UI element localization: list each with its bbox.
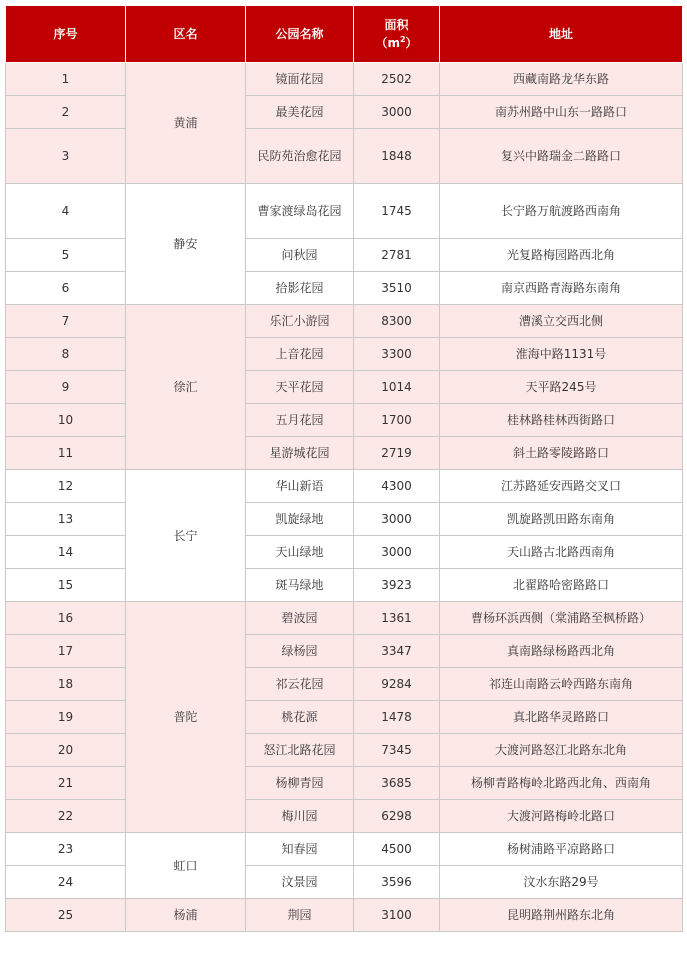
table-row bbox=[6, 63, 683, 96]
cell-seq: 20 bbox=[6, 734, 126, 767]
table-header-row bbox=[6, 6, 683, 63]
header-district: 区名 bbox=[126, 6, 246, 63]
cell-area: 3685 bbox=[354, 767, 440, 800]
cell-seq: 18 bbox=[6, 668, 126, 701]
cell-park: 乐汇小游园 bbox=[246, 305, 354, 338]
cell-area: 3100 bbox=[354, 899, 440, 932]
cell-park: 碧波园 bbox=[246, 602, 354, 635]
header-area-sup: 2 bbox=[399, 35, 406, 44]
cell-address: 漕溪立交西北侧 bbox=[440, 305, 683, 338]
cell-park: 上音花园 bbox=[246, 338, 354, 371]
cell-address: 大渡河路梅岭北路口 bbox=[440, 800, 683, 833]
cell-address: 杨树浦路平凉路路口 bbox=[440, 833, 683, 866]
table-row bbox=[6, 404, 683, 437]
cell-seq: 16 bbox=[6, 602, 126, 635]
cell-area: 1745 bbox=[354, 184, 440, 239]
table-row bbox=[6, 371, 683, 404]
cell-address: 天山路古北路西南角 bbox=[440, 536, 683, 569]
cell-park: 天平花园 bbox=[246, 371, 354, 404]
table-row bbox=[6, 866, 683, 899]
cell-seq: 6 bbox=[6, 272, 126, 305]
cell-seq: 17 bbox=[6, 635, 126, 668]
cell-park: 星游城花园 bbox=[246, 437, 354, 470]
cell-park: 祁云花园 bbox=[246, 668, 354, 701]
cell-seq: 25 bbox=[6, 899, 126, 932]
table-row bbox=[6, 272, 683, 305]
table-row bbox=[6, 503, 683, 536]
cell-area: 3510 bbox=[354, 272, 440, 305]
cell-park: 怒江北路花园 bbox=[246, 734, 354, 767]
cell-address: 凯旋路凯田路东南角 bbox=[440, 503, 683, 536]
table-row bbox=[6, 767, 683, 800]
cell-seq: 23 bbox=[6, 833, 126, 866]
cell-address: 杨柳青路梅岭北路西北角、西南角 bbox=[440, 767, 683, 800]
table-row bbox=[6, 569, 683, 602]
cell-park: 杨柳青园 bbox=[246, 767, 354, 800]
cell-address: 江苏路延安西路交叉口 bbox=[440, 470, 683, 503]
cell-address: 天平路245号 bbox=[440, 371, 683, 404]
table-row bbox=[6, 536, 683, 569]
cell-area: 3596 bbox=[354, 866, 440, 899]
cell-area: 3347 bbox=[354, 635, 440, 668]
cell-area: 6298 bbox=[354, 800, 440, 833]
cell-address: 昆明路荆州路东北角 bbox=[440, 899, 683, 932]
cell-address: 淮海中路1131号 bbox=[440, 338, 683, 371]
cell-seq: 14 bbox=[6, 536, 126, 569]
table-row bbox=[6, 305, 683, 338]
cell-park: 五月花园 bbox=[246, 404, 354, 437]
table-row bbox=[6, 239, 683, 272]
cell-park: 荆园 bbox=[246, 899, 354, 932]
header-address: 地址 bbox=[440, 6, 683, 63]
cell-address: 汶水东路29号 bbox=[440, 866, 683, 899]
cell-park: 汶景园 bbox=[246, 866, 354, 899]
cell-seq: 7 bbox=[6, 305, 126, 338]
table-row bbox=[6, 800, 683, 833]
table-row bbox=[6, 833, 683, 866]
cell-address: 真北路华灵路路口 bbox=[440, 701, 683, 734]
header-area-line2-post: ） bbox=[405, 36, 418, 50]
cell-address: 祁连山南路云岭西路东南角 bbox=[440, 668, 683, 701]
cell-area: 2502 bbox=[354, 63, 440, 96]
cell-area: 1478 bbox=[354, 701, 440, 734]
cell-area: 3000 bbox=[354, 536, 440, 569]
parks-table bbox=[5, 5, 683, 932]
cell-seq: 13 bbox=[6, 503, 126, 536]
cell-park: 绿杨园 bbox=[246, 635, 354, 668]
cell-park: 斑马绿地 bbox=[246, 569, 354, 602]
cell-area: 3000 bbox=[354, 503, 440, 536]
table-row bbox=[6, 734, 683, 767]
cell-district: 普陀 bbox=[126, 602, 246, 833]
cell-address: 曹杨环浜西侧（棠浦路至枫桥路） bbox=[440, 602, 683, 635]
cell-park: 问秋园 bbox=[246, 239, 354, 272]
cell-address: 南京西路青海路东南角 bbox=[440, 272, 683, 305]
cell-park: 华山新语 bbox=[246, 470, 354, 503]
cell-address: 西藏南路龙华东路 bbox=[440, 63, 683, 96]
cell-park: 梅川园 bbox=[246, 800, 354, 833]
cell-area: 3000 bbox=[354, 96, 440, 129]
table-row bbox=[6, 129, 683, 184]
table-row bbox=[6, 701, 683, 734]
cell-park: 桃花源 bbox=[246, 701, 354, 734]
cell-area: 2719 bbox=[354, 437, 440, 470]
header-area-line1: 面积 bbox=[384, 18, 409, 32]
table-row bbox=[6, 470, 683, 503]
cell-area: 3923 bbox=[354, 569, 440, 602]
cell-address: 桂林路桂林西街路口 bbox=[440, 404, 683, 437]
cell-address: 南苏州路中山东一路路口 bbox=[440, 96, 683, 129]
cell-area: 8300 bbox=[354, 305, 440, 338]
table-row bbox=[6, 899, 683, 932]
table-row bbox=[6, 602, 683, 635]
table-body bbox=[6, 63, 683, 932]
cell-park: 拾影花园 bbox=[246, 272, 354, 305]
cell-seq: 22 bbox=[6, 800, 126, 833]
cell-area: 9284 bbox=[354, 668, 440, 701]
table-row bbox=[6, 184, 683, 239]
cell-park: 知春园 bbox=[246, 833, 354, 866]
cell-area: 2781 bbox=[354, 239, 440, 272]
cell-address: 真南路绿杨路西北角 bbox=[440, 635, 683, 668]
cell-park: 曹家渡绿岛花园 bbox=[246, 184, 354, 239]
cell-seq: 19 bbox=[6, 701, 126, 734]
cell-district: 长宁 bbox=[126, 470, 246, 602]
header-area bbox=[354, 6, 440, 63]
cell-area: 3300 bbox=[354, 338, 440, 371]
cell-park: 民防苑治愈花园 bbox=[246, 129, 354, 184]
cell-area: 4300 bbox=[354, 470, 440, 503]
cell-district: 静安 bbox=[126, 184, 246, 305]
cell-district: 杨浦 bbox=[126, 899, 246, 932]
cell-area: 1014 bbox=[354, 371, 440, 404]
table-row bbox=[6, 437, 683, 470]
cell-address: 北翟路哈密路路口 bbox=[440, 569, 683, 602]
cell-seq: 2 bbox=[6, 96, 126, 129]
cell-district: 虹口 bbox=[126, 833, 246, 899]
cell-seq: 1 bbox=[6, 63, 126, 96]
cell-area: 1700 bbox=[354, 404, 440, 437]
table-row bbox=[6, 96, 683, 129]
cell-address: 大渡河路怒江北路东北角 bbox=[440, 734, 683, 767]
cell-district: 徐汇 bbox=[126, 305, 246, 470]
cell-address: 复兴中路瑞金二路路口 bbox=[440, 129, 683, 184]
table-row bbox=[6, 338, 683, 371]
cell-seq: 5 bbox=[6, 239, 126, 272]
header-area-line2-pre: （m bbox=[375, 36, 400, 50]
cell-address: 光复路梅园路西北角 bbox=[440, 239, 683, 272]
cell-seq: 12 bbox=[6, 470, 126, 503]
cell-address: 长宁路万航渡路西南角 bbox=[440, 184, 683, 239]
cell-address: 斜土路零陵路路口 bbox=[440, 437, 683, 470]
table-row bbox=[6, 668, 683, 701]
cell-seq: 11 bbox=[6, 437, 126, 470]
cell-district: 黄浦 bbox=[126, 63, 246, 184]
cell-seq: 3 bbox=[6, 129, 126, 184]
cell-seq: 24 bbox=[6, 866, 126, 899]
cell-seq: 10 bbox=[6, 404, 126, 437]
header-seq: 序号 bbox=[6, 6, 126, 63]
cell-seq: 8 bbox=[6, 338, 126, 371]
header-park: 公园名称 bbox=[246, 6, 354, 63]
cell-area: 4500 bbox=[354, 833, 440, 866]
cell-area: 1361 bbox=[354, 602, 440, 635]
cell-seq: 15 bbox=[6, 569, 126, 602]
cell-park: 镜面花园 bbox=[246, 63, 354, 96]
cell-area: 7345 bbox=[354, 734, 440, 767]
cell-area: 1848 bbox=[354, 129, 440, 184]
cell-park: 最美花园 bbox=[246, 96, 354, 129]
cell-seq: 9 bbox=[6, 371, 126, 404]
cell-park: 凯旋绿地 bbox=[246, 503, 354, 536]
cell-seq: 4 bbox=[6, 184, 126, 239]
cell-seq: 21 bbox=[6, 767, 126, 800]
cell-park: 天山绿地 bbox=[246, 536, 354, 569]
table-row bbox=[6, 635, 683, 668]
